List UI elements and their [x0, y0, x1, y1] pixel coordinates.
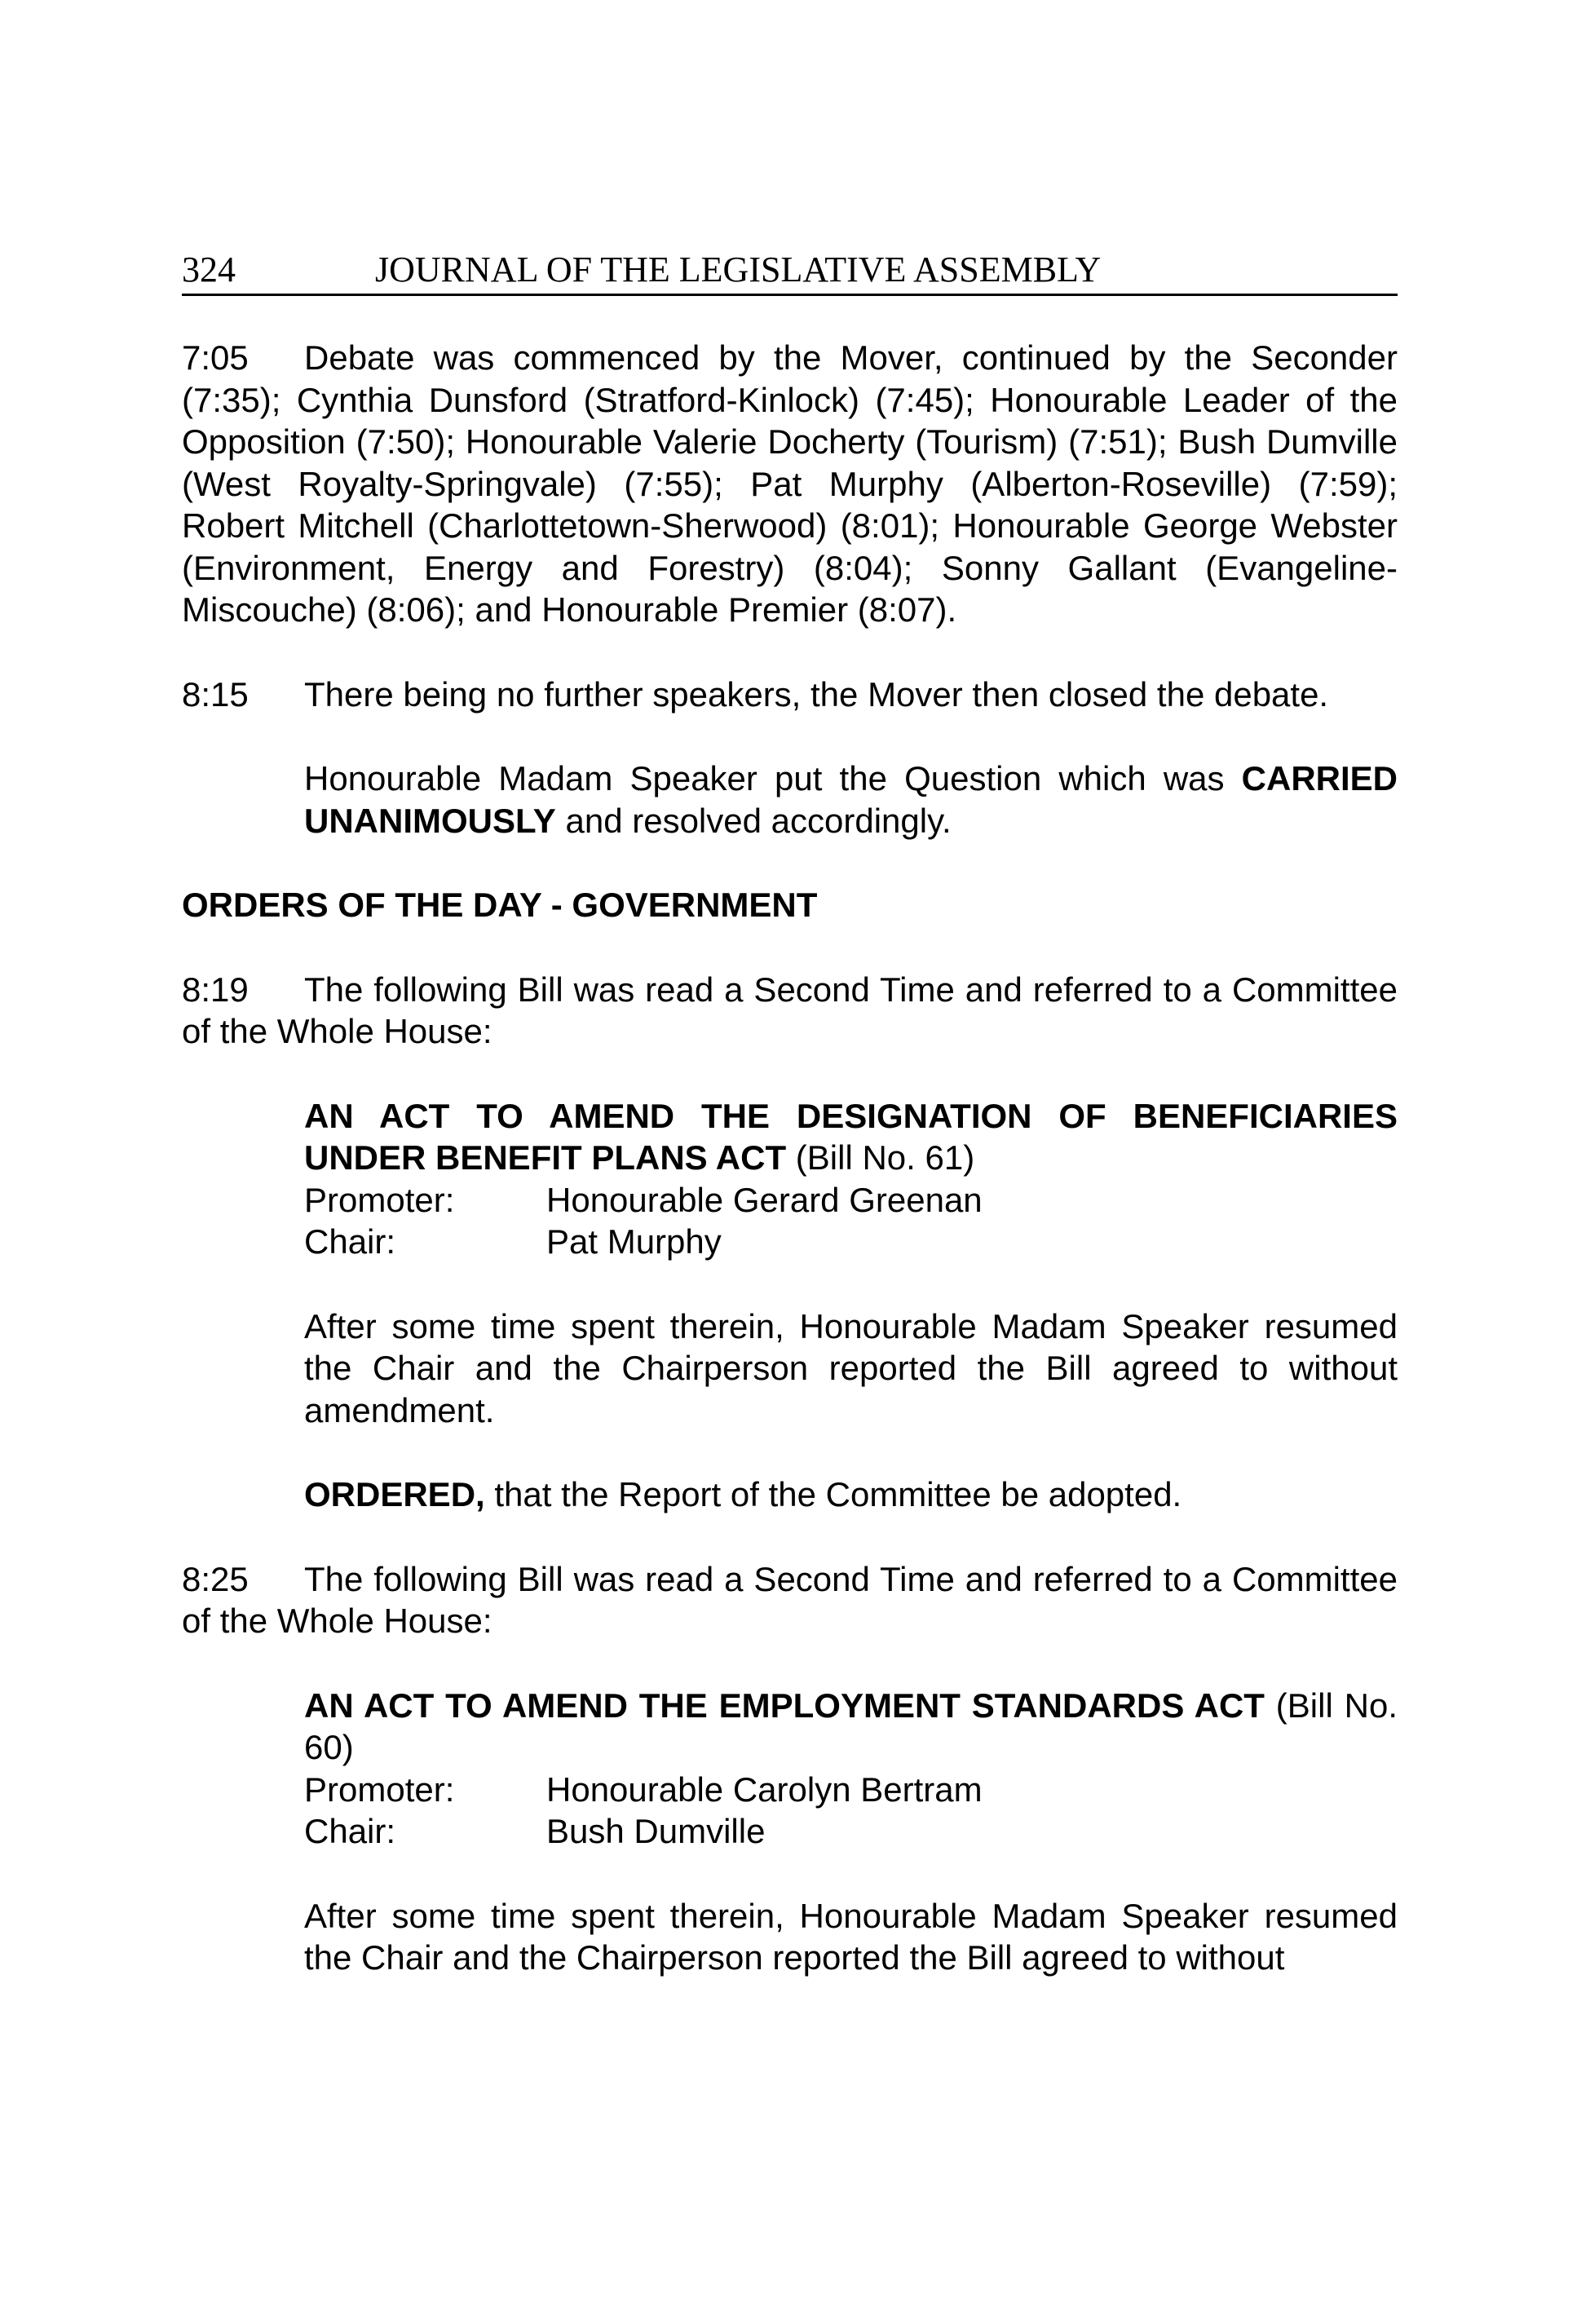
section-heading: ORDERS OF THE DAY - GOVERNMENT [182, 886, 818, 924]
page-header [182, 245, 1398, 296]
bill1-report: After some time spent therein, Honourable Madam Speaker resumed the Chair and the Chairperson reported the Bill agreed to without amendment. [304, 1306, 1398, 1429]
chair-label: Chair: [304, 1812, 396, 1850]
debate-entry [182, 337, 1398, 631]
chair-value: Bush Dumville [546, 1812, 766, 1850]
entry-time: 8:25 [182, 1559, 249, 1598]
bill1-chair-row [304, 1221, 1398, 1263]
promoter-value: Honourable Carolyn Bertram [546, 1770, 983, 1809]
bill1-promoter-row [304, 1179, 1398, 1222]
bill2-chair-row [304, 1810, 1398, 1853]
bill2-promoter-row [304, 1769, 1398, 1811]
bill1-block [304, 1095, 1398, 1263]
bill1-entry [182, 969, 1398, 1053]
ordered-label: ORDERED, [304, 1475, 485, 1513]
entry-time: 8:15 [182, 674, 249, 714]
question-text-end: and resolved accordingly. [555, 801, 952, 840]
promoter-label: Promoter: [304, 1180, 455, 1219]
bill2-report: After some time spent therein, Honourable Madam Speaker resumed the Chair and the Chairperson reported the Bill agreed to without [304, 1896, 1398, 1977]
journal-title: JOURNAL OF THE LEGISLATIVE ASSEMBLY [375, 250, 1102, 289]
entry-time: 7:05 [182, 338, 249, 377]
chair-label: Chair: [304, 1222, 396, 1261]
page-number: 324 [182, 250, 236, 289]
ordered-text: that the Report of the Committee be adopted. [484, 1475, 1182, 1513]
journal-body [182, 337, 1398, 1979]
bill1-ordered [304, 1473, 1398, 1516]
question-text: Honourable Madam Speaker put the Question which was [304, 759, 1242, 797]
question-result: CARRIED UNANIMOUSLY [304, 759, 1398, 840]
bill2-block [304, 1685, 1398, 1853]
bill1-title-paragraph [304, 1095, 1398, 1179]
entry-text: The following Bill was read a Second Time and referred to a Committee of the Whole House: [182, 970, 1398, 1050]
chair-value: Pat Murphy [546, 1222, 722, 1261]
bill2-title-paragraph [304, 1685, 1398, 1769]
bill1-title: AN ACT TO AMEND THE DESIGNATION OF BENEFICIARIES UNDER BENEFIT PLANS ACT [304, 1096, 1398, 1177]
entry-time: 8:19 [182, 970, 249, 1009]
bill2-entry [182, 1558, 1398, 1642]
bill1-number: (Bill No. 61) [786, 1138, 975, 1177]
entry-text: There being no further speakers, the Mover then closed the debate. [304, 674, 1329, 714]
closing-entry [182, 674, 1398, 716]
entry-text: Debate was commenced by the Mover, continued by the Seconder (7:35); Cynthia Dunsford (Stratford-Kinlock) (7:45); Honourable Leader of the Opposition (7:50); Honourable Valerie Docherty (Tourism) (7:51); Bush Dumville (West Royalty-Springvale) (7:55); Pat Murphy (Alberton-Roseville) (7:59); Robert Mitchell (Charlottetown-Sherwood) (8:01); Honourable George Webster (Environment, Energy and Forestry) (8:04); Sonny Gallant (Evangeline-Miscouche) (8:06); and Honourable Premier (8:07). [182, 338, 1398, 629]
promoter-label: Promoter: [304, 1770, 455, 1809]
bill2-number: (Bill No. 60) [304, 1686, 1398, 1766]
question-paragraph [304, 758, 1398, 842]
entry-text: The following Bill was read a Second Time and referred to a Committee of the Whole House: [182, 1559, 1398, 1640]
promoter-value: Honourable Gerard Greenan [546, 1180, 983, 1219]
bill2-title: AN ACT TO AMEND THE EMPLOYMENT STANDARDS ACT [304, 1686, 1265, 1725]
